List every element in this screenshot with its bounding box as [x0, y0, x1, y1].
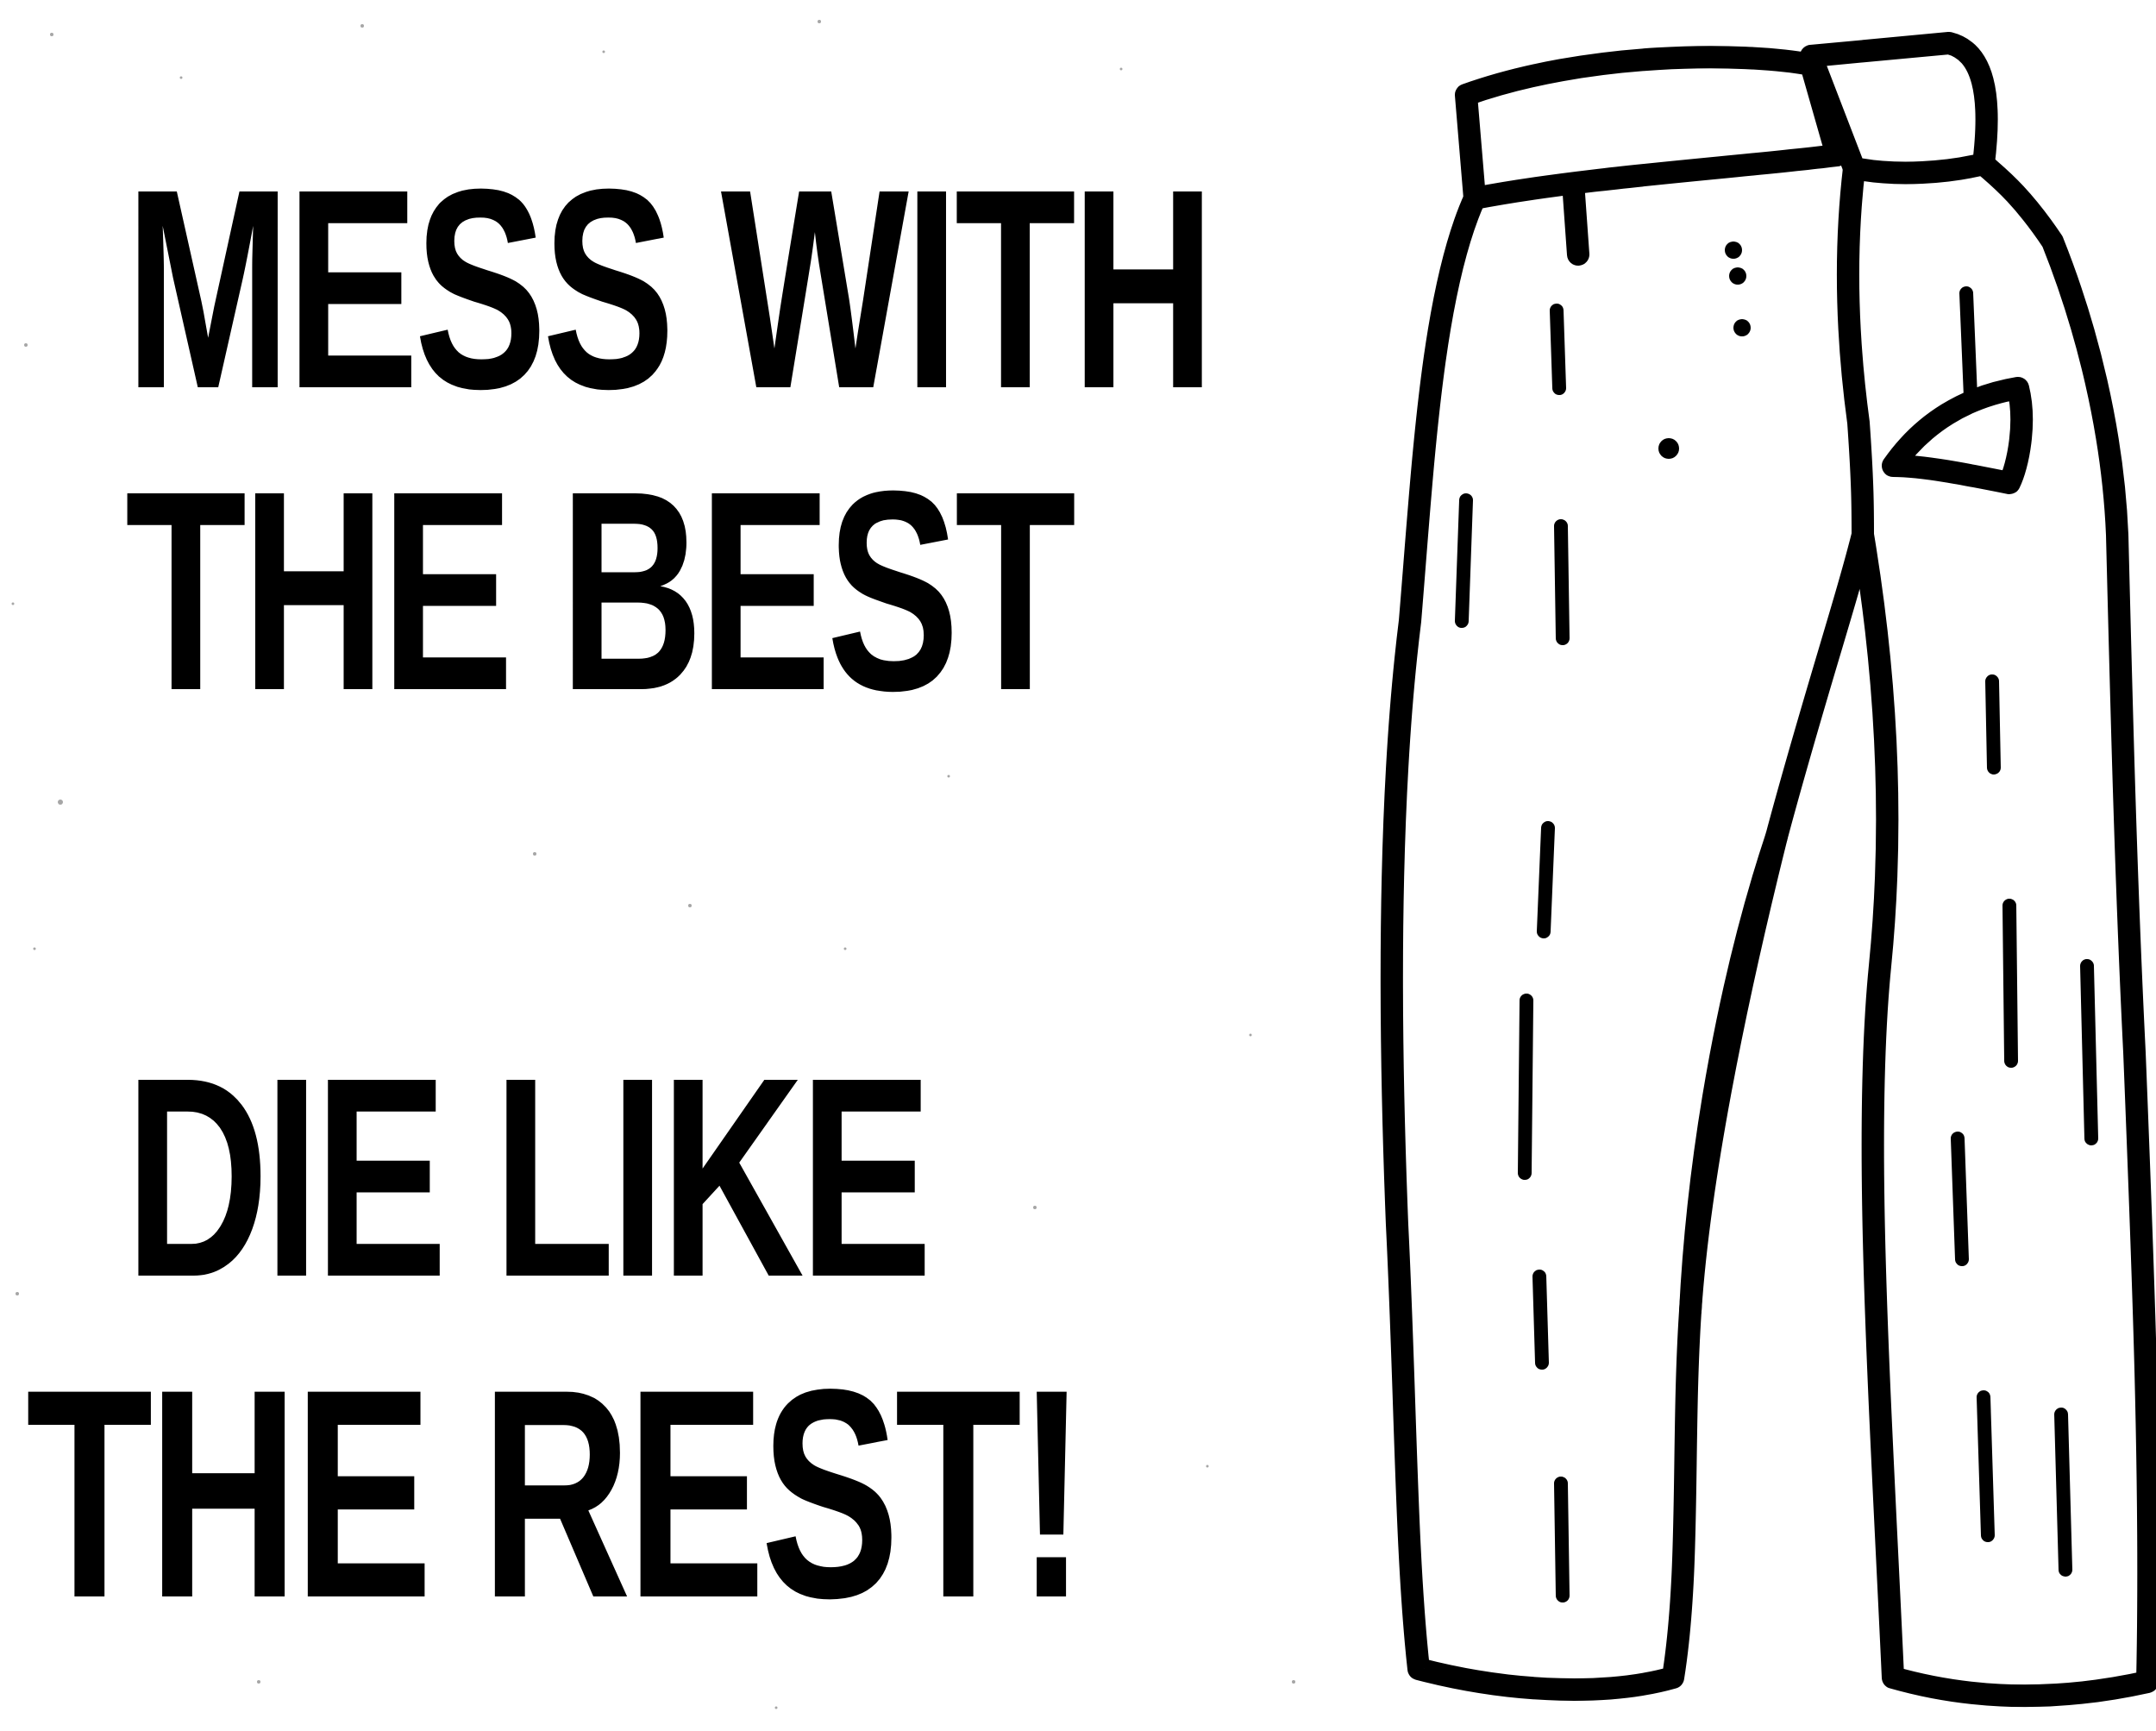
slogan-line-1: MESS WITH [125, 129, 1211, 448]
slogan-line-2: THE BEST [125, 431, 1072, 749]
slogan-line-4: THE REST! [26, 1328, 1082, 1660]
slogan-line-3: DIE LIKE [125, 1018, 928, 1336]
pants-icon [1328, 17, 2156, 1725]
